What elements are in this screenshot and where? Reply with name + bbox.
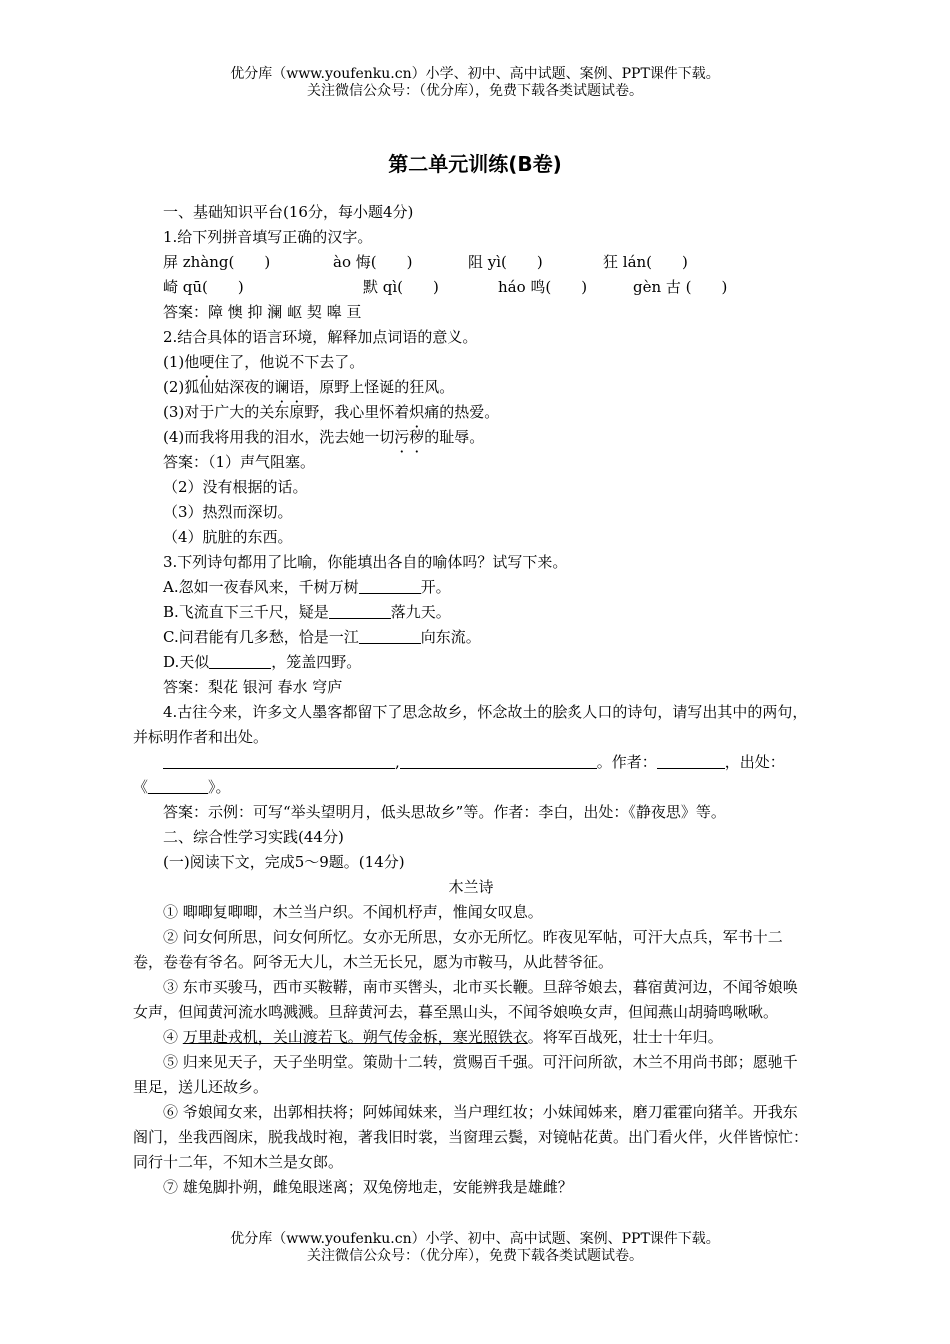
header-line-1: 优分库（www.youfenku.cn）小学、初中、高中试题、案例、PPT课件下载。 [230, 66, 720, 82]
blank[interactable] [400, 750, 597, 769]
page-title: 第二单元训练(B卷) [388, 152, 562, 176]
footer-line-1: 优分库（www.youfenku.cn）小学、初中、高中试题、案例、PPT课件下载。 [230, 1231, 720, 1247]
q3-option-b: B.飞流直下三千尺，疑是 落九天。 [163, 600, 809, 625]
header-line-2: 关注微信公众号：（优分库），免费下载各类试题试卷。 [307, 83, 643, 99]
poem-para-6: ⑥ 爷娘闻女来，出郭相扶将；阿姊闻妹来，当户理红妆；小妹闻姊来，磨刀霍霍向猪羊。开我东阁门，坐我西阁床，脱我战时袍，著我旧时裳，当窗理云鬓，对镜帖花黄。出门看火伴，火伴皆惊忙：同行十二年，不知木兰是女郎。 [133, 1103, 809, 1171]
blank[interactable] [359, 575, 421, 594]
q1-item-3: 阻 yì( ) [468, 253, 543, 271]
poem-para-5: ⑤ 归来见天子，天子坐明堂。策勋十二转，赏赐百千强。可汗问所欲，木兰不用尚书郎；愿驰千里足，送儿还故乡。 [133, 1053, 798, 1096]
blank[interactable] [148, 775, 208, 794]
poem-para-7: ⑦ 雄兔脚扑朔，雌兔眼迷离；双兔傍地走，安能辨我是雄雌？ [163, 1178, 573, 1196]
q4-prompt: 4.古往今来，许多文人墨客都留下了思念故乡，怀念故土的脍炙人口的诗句，请写出其中的两句，并标明作者和出处。 [133, 703, 808, 746]
poem-para-1: ① 唧唧复唧唧，木兰当户织。不闻机杼声，惟闻女叹息。 [163, 903, 543, 921]
poem-para-3: ③ 东市买骏马，西市买鞍鞯，南市买辔头，北市买长鞭。旦辞爷娘去，暮宿黄河边，不闻爷娘唤女声，但闻黄河流水鸣溅溅。旦辞黄河去，暮至黑山头，不闻爷娘唤女声，但闻燕山胡骑鸣啾啾。 [133, 978, 798, 1021]
q1-prompt: 1.给下列拼音填写正确的汉字。 [163, 228, 373, 246]
blank[interactable] [329, 600, 391, 619]
q2-sentence-2: (2)狐仙姑深夜的谰语，原野上怪诞的狂风。 [163, 378, 455, 396]
q2-answer-2: （2）没有根据的话。 [163, 478, 308, 496]
q4-fill-source: 《 》。 [133, 775, 809, 800]
q4-fill-line: , 。作者： ，出处： [163, 750, 809, 775]
q1-item-4: 狂 lán( ) [603, 253, 688, 271]
page-header [0, 66, 950, 100]
underlined-lines: 万里赴戎机，关山渡若飞。朔气传金柝，寒光照铁衣 [182, 1028, 528, 1046]
q1-item-2: ào 悔( ) [333, 253, 413, 271]
q3-option-a: A.忽如一夜春风来，千树万树 开。 [163, 575, 809, 600]
blank[interactable] [359, 625, 421, 644]
q2-sentence-1: (1)他哽住了，他说不下去了。 [163, 353, 365, 371]
blank[interactable] [657, 750, 725, 769]
blank[interactable] [163, 750, 395, 769]
q1-answer: 答案：障 懊 抑 澜 岖 契 嗥 亘 [163, 303, 362, 321]
q2-sentence-3: (3)对于广大的关东原野，我心里怀着炽痛的热爱。 [163, 403, 500, 421]
section-2-heading: 二、综合性学习实践(44分) [163, 828, 344, 846]
q2-answer-4: （4）肮脏的东西。 [163, 528, 293, 546]
poem-para-4: ④ 万里赴戎机，关山渡若飞。朔气传金柝，寒光照铁衣。将军百战死，壮士十年归。 [163, 1028, 723, 1046]
document-body [133, 200, 809, 1200]
q4-answer: 答案：示例：可写“举头望明月，低头思故乡”等。作者：李白，出处：《静夜思》等。 [163, 803, 726, 821]
poem-title: 木兰诗 [448, 878, 494, 896]
q2-prompt: 2.结合具体的语言环境，解释加点词语的意义。 [163, 328, 478, 346]
footer-line-2: 关注微信公众号：（优分库），免费下载各类试题试卷。 [307, 1248, 643, 1264]
blank[interactable] [209, 650, 271, 669]
q2-sentence-4: (4)而我将用我的泪水，洗去她一切污秽的耻辱。 [163, 428, 485, 446]
q2-answer-1: 答案：（1）声气阻塞。 [163, 453, 316, 471]
section-1-heading: 一、基础知识平台(16分，每小题4分) [163, 203, 414, 221]
poem-para-2: ② 问女何所思，问女何所忆。女亦无所思，女亦无所忆。昨夜见军帖，可汗大点兵，军书十二卷，卷卷有爷名。阿爷无大儿，木兰无长兄，愿为市鞍马，从此替爷征。 [133, 928, 783, 971]
q3-prompt: 3.下列诗句都用了比喻，你能填出各自的喻体吗？试写下来。 [163, 553, 568, 571]
q3-option-d: D.天似 ，笼盖四野。 [163, 650, 809, 675]
page-footer [0, 1231, 950, 1265]
q1-item-5: 崎 qū( ) [163, 278, 244, 296]
section-2-subheading: (一)阅读下文，完成5～9题。(14分) [163, 853, 405, 871]
q1-item-7: háo 鸣( ) [498, 278, 588, 296]
q1-item-6: 默 qì( ) [363, 278, 439, 296]
q3-option-c: C.问君能有几多愁，恰是一江 向东流。 [163, 625, 809, 650]
q1-row-2 [163, 275, 809, 300]
q2-answer-3: （3）热烈而深切。 [163, 503, 293, 521]
q1-item-1: 屏 zhàng( ) [163, 253, 271, 271]
q3-answer: 答案：梨花 银河 春水 穹庐 [163, 678, 343, 696]
q1-item-8: gèn 古 ( ) [633, 278, 728, 296]
q1-row-1 [163, 250, 809, 275]
